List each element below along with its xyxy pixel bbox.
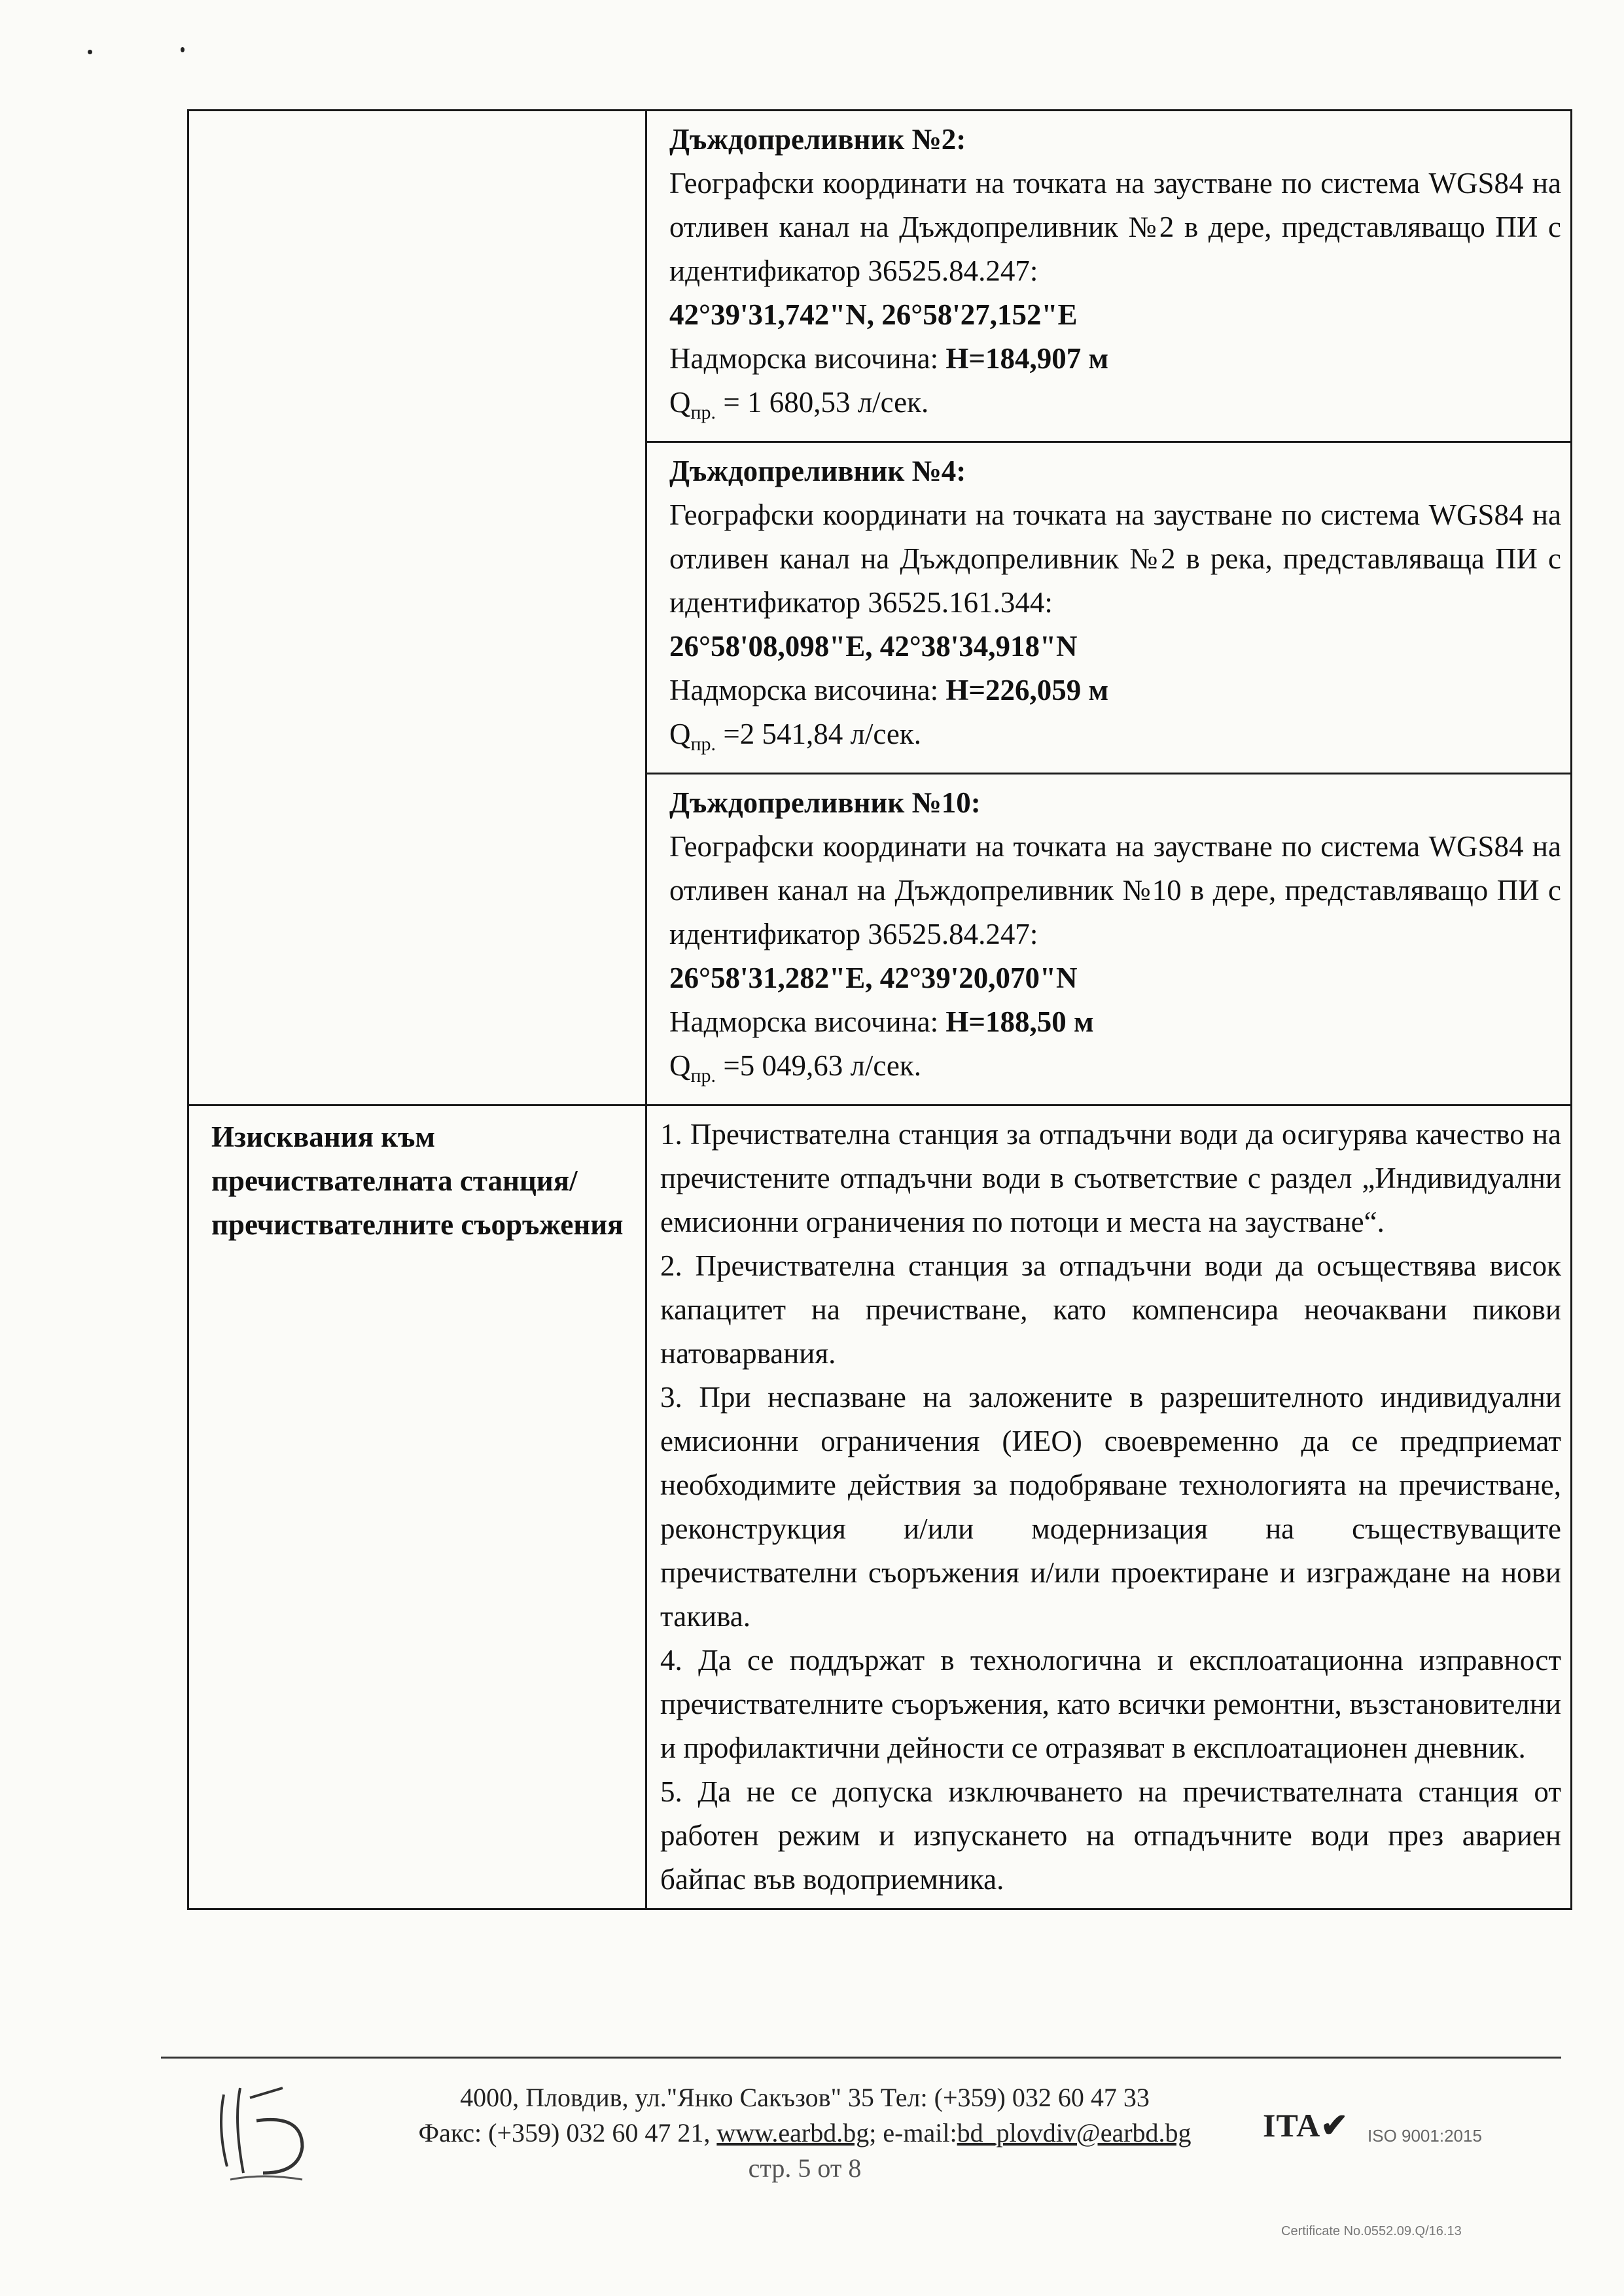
certificate-number: Certificate No.0552.09.Q/16.13	[1281, 2224, 1462, 2238]
certification-logo-text: ITA	[1263, 2107, 1321, 2144]
altitude-line	[669, 1000, 1561, 1044]
altitude-label: Надморска височина:	[669, 1005, 946, 1038]
footer-address: 4000, Пловдив, ул."Янко Сакъзов" 35 Тел: (+359) 032 60 47 33	[460, 2083, 1150, 2112]
table-row	[188, 1105, 1572, 1909]
certification-logo	[1263, 2106, 1349, 2144]
altitude-label: Надморска височина:	[669, 674, 946, 706]
overflow-title: Дъждопреливник №10:	[669, 786, 981, 819]
requirement-item: 5. Да не се допуска изключването на пречиствателната станция от работен режим и изпускането на отпадъчните води през авариен байпас във водоприемника.	[660, 1775, 1561, 1896]
flow-subscript: пр.	[690, 733, 716, 755]
flow-subscript: пр.	[690, 1065, 716, 1087]
document-table	[187, 109, 1572, 1910]
email-link[interactable]: bd_plovdiv@earbd.bg	[957, 2118, 1192, 2148]
empty-left-cell	[188, 111, 646, 1105]
altitude-value: Н=226,059 м	[945, 674, 1109, 706]
overflow-block	[647, 111, 1570, 441]
overflow-list-cell	[646, 111, 1572, 1105]
overflow-description: Географски координати на точката на заустване по система WGS84 на отливен канал на Дъждопреливник №2 в дере, представляващо ПИ с идентификатор 36525.84.247:	[669, 167, 1561, 287]
flow-symbol: Q	[669, 386, 691, 419]
requirements-heading: Изисквания към пречиствателната станция/ пречиствателните съоръжения	[188, 1105, 646, 1909]
overflow-description: Географски координати на точката на заустване по система WGS84 на отливен канал на Дъждопреливник №2 в река, представляваща ПИ с идентификатор 36525.161.344:	[669, 498, 1561, 619]
overflow-block	[647, 773, 1570, 1104]
website-link[interactable]: www.earbd.bg	[716, 2118, 870, 2148]
altitude-label: Надморска височина:	[669, 342, 946, 375]
flow-symbol: Q	[669, 718, 691, 750]
table-row	[188, 111, 1572, 1105]
flow-subscript: пр.	[690, 402, 716, 423]
basin-directorate-logo	[204, 2075, 322, 2186]
altitude-line	[669, 337, 1561, 381]
email-label: ; e-mail:	[869, 2118, 957, 2148]
iso-label: ISO 9001:2015	[1368, 2126, 1482, 2146]
footer-fax-line	[340, 2115, 1269, 2151]
requirements-cell	[646, 1105, 1572, 1909]
altitude-value: Н=184,907 м	[945, 342, 1109, 375]
overflow-title: Дъждопреливник №2:	[669, 123, 966, 156]
requirement-item: 3. При неспазване на заложените в разрешителното индивидуални емисионни ограничения (ИЕО) своевременно да се предприемат необходимите действия за подобряване технологията на пречистване, реконструкция и/или модернизация на съществуващите пречиствателни съоръжения и/или проектиране и изграждане на нови такива.	[660, 1381, 1561, 1633]
footer-contacts	[340, 2080, 1269, 2186]
requirement-item: 2. Пречиствателна станция за отпадъчни води да осъществява висок капацитет на пречистване, като компенсира неочаквани пикови натоварвания.	[660, 1249, 1561, 1370]
overflow-description: Географски координати на точката на заустване по система WGS84 на отливен канал на Дъждопреливник №10 в дере, представляващо ПИ с идентификатор 36525.84.247:	[669, 830, 1561, 950]
page-number: стр. 5 от 8	[748, 2153, 862, 2183]
requirement-item: 1. Пречиствателна станция за отпадъчни води да осигурява качество на пречистените отпадъчни води в съответствие с раздел „Индивидуални емисионни ограничения по потоци и места на заустване“.	[660, 1118, 1561, 1238]
checkmark-icon: ✔	[1320, 2107, 1349, 2144]
flow-value: = 1 680,53 л/сек.	[716, 386, 929, 419]
scan-speck	[181, 47, 185, 52]
flow-line	[669, 381, 1561, 434]
overflow-coordinates: 42°39'31,742"N, 26°58'27,152"E	[669, 298, 1078, 331]
overflow-title: Дъждопреливник №4:	[669, 455, 966, 487]
footer-divider	[161, 2057, 1561, 2059]
requirement-item: 4. Да се поддържат в технологична и експлоатационна изправност пречиствателните съоръжения, като всички ремонтни, възстановителни и профилактични дейности се отразяват в експлоатационен дневник.	[660, 1644, 1561, 1764]
flow-value: =2 541,84 л/сек.	[716, 718, 922, 750]
footer-fax: Факс: (+359) 032 60 47 21,	[418, 2118, 717, 2148]
overflow-coordinates: 26°58'31,282"E, 42°39'20,070"N	[669, 962, 1078, 994]
altitude-value: Н=188,50 м	[945, 1005, 1094, 1038]
flow-symbol: Q	[669, 1049, 691, 1082]
overflow-block	[647, 441, 1570, 773]
altitude-line	[669, 669, 1561, 712]
flow-line	[669, 1044, 1561, 1098]
flow-value: =5 049,63 л/сек.	[716, 1049, 922, 1082]
scan-speck	[88, 50, 92, 54]
flow-line	[669, 712, 1561, 766]
overflow-coordinates: 26°58'08,098"E, 42°38'34,918"N	[669, 630, 1078, 663]
